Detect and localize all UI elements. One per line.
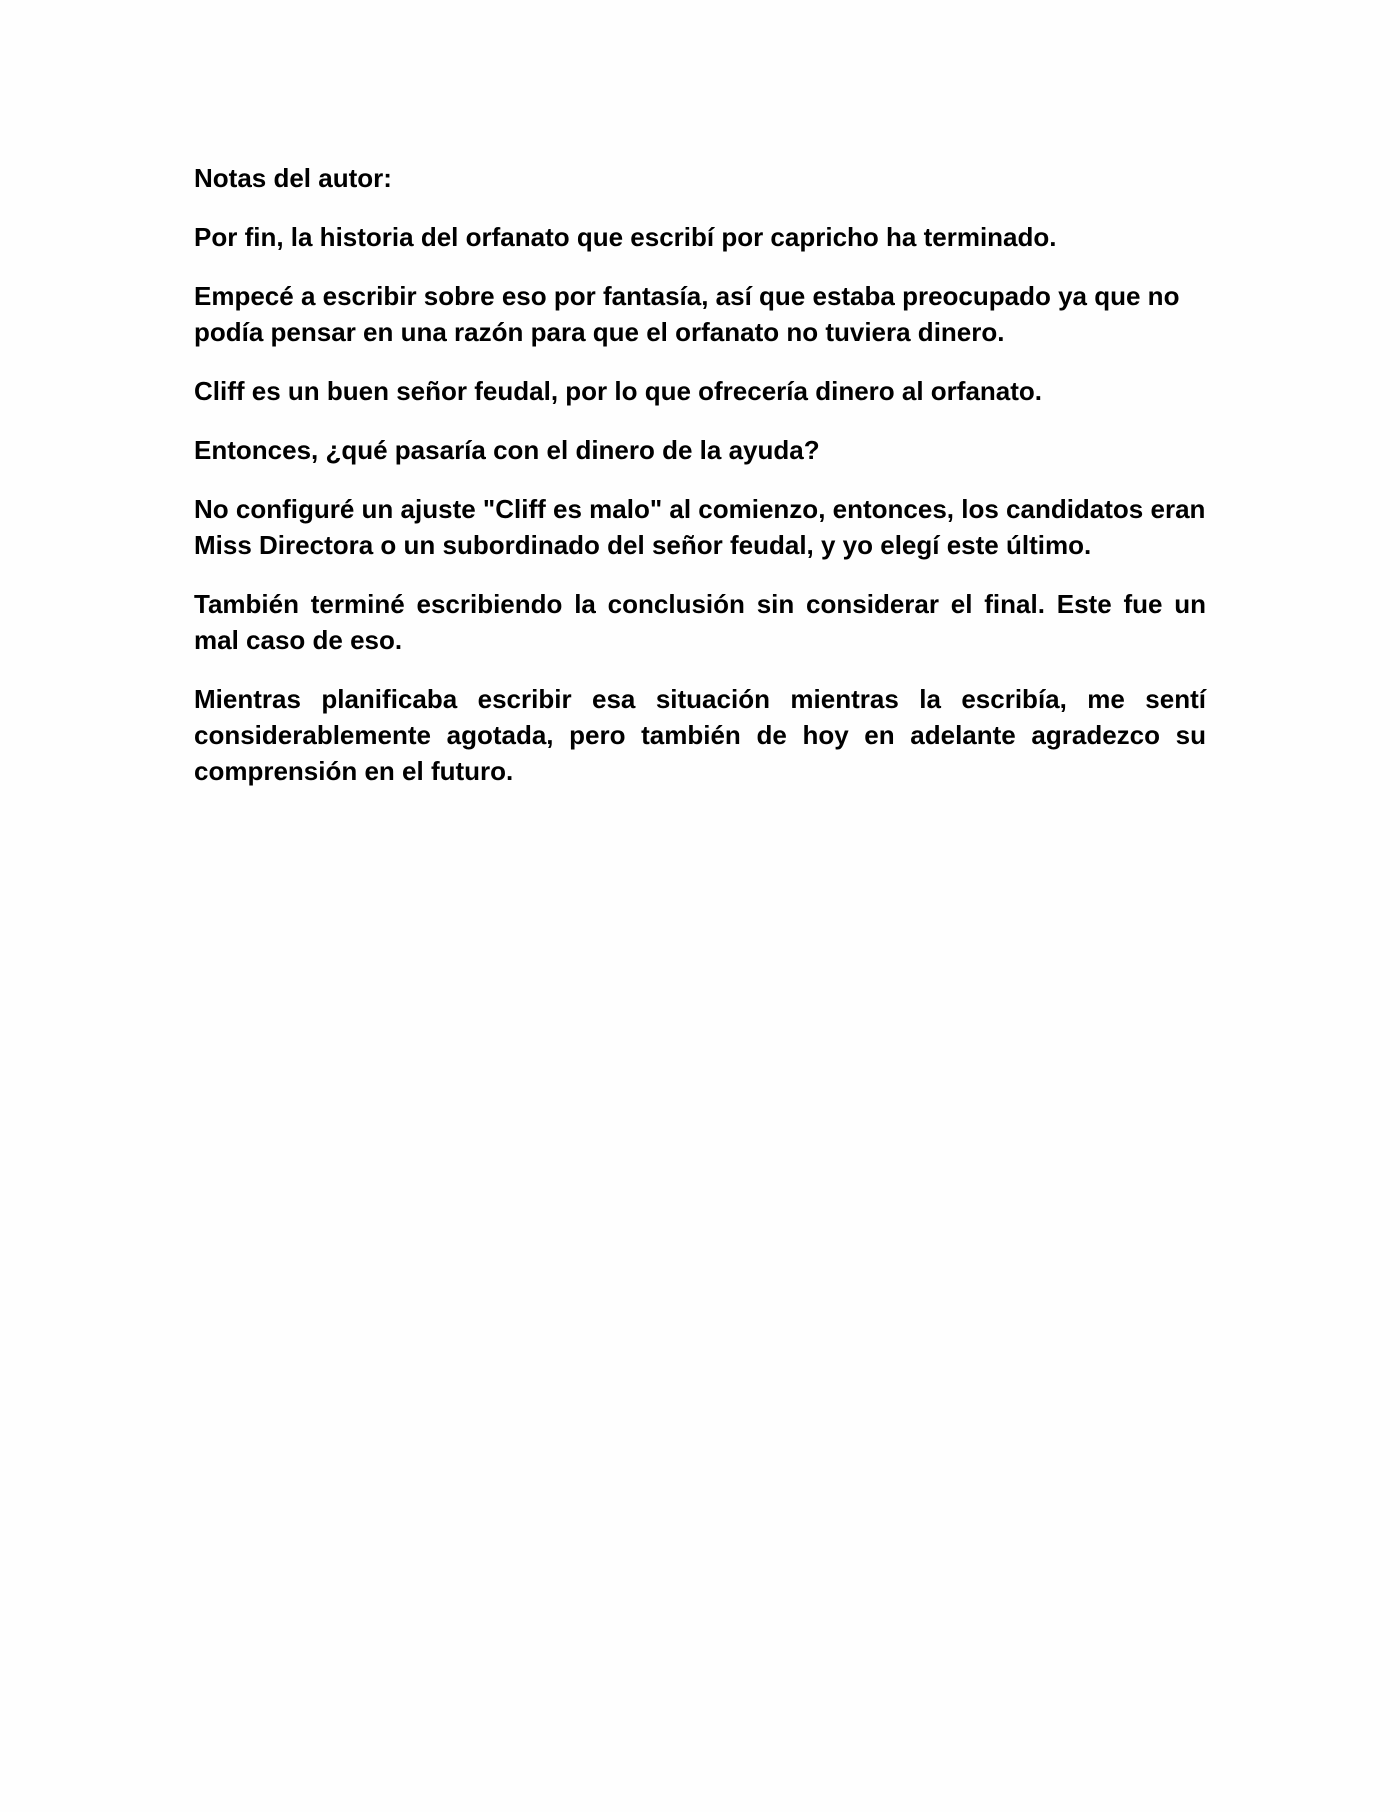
document-body — [194, 160, 1206, 812]
paragraph-4: Entonces, ¿qué pasaría con el dinero de la ayuda? — [194, 435, 820, 465]
paragraph-6: También terminé escribiendo la conclusión sin considerar el final. Este fue un mal caso de eso. — [194, 589, 1206, 655]
notes-heading: Notas del autor: — [194, 163, 392, 193]
paragraph-7: Mientras planificaba escribir esa situación mientras la escribía, me sentí considerablemente agotada, pero también de hoy en adelante agradezco su comprensión en el futuro. — [194, 684, 1206, 786]
paragraph-1: Por fin, la historia del orfanato que escribí por capricho ha terminado. — [194, 222, 1057, 252]
paragraph-3: Cliff es un buen señor feudal, por lo que ofrecería dinero al orfanato. — [194, 376, 1043, 406]
paragraph-2: Empecé a escribir sobre eso por fantasía, así que estaba preocupado ya que no podía pensar en una razón para que el orfanato no tuviera dinero. — [194, 281, 1180, 347]
paragraph-5: No configuré un ajuste "Cliff es malo" al comienzo, entonces, los candidatos eran Miss Directora o un subordinado del señor feudal, y yo elegí este último. — [194, 494, 1206, 560]
